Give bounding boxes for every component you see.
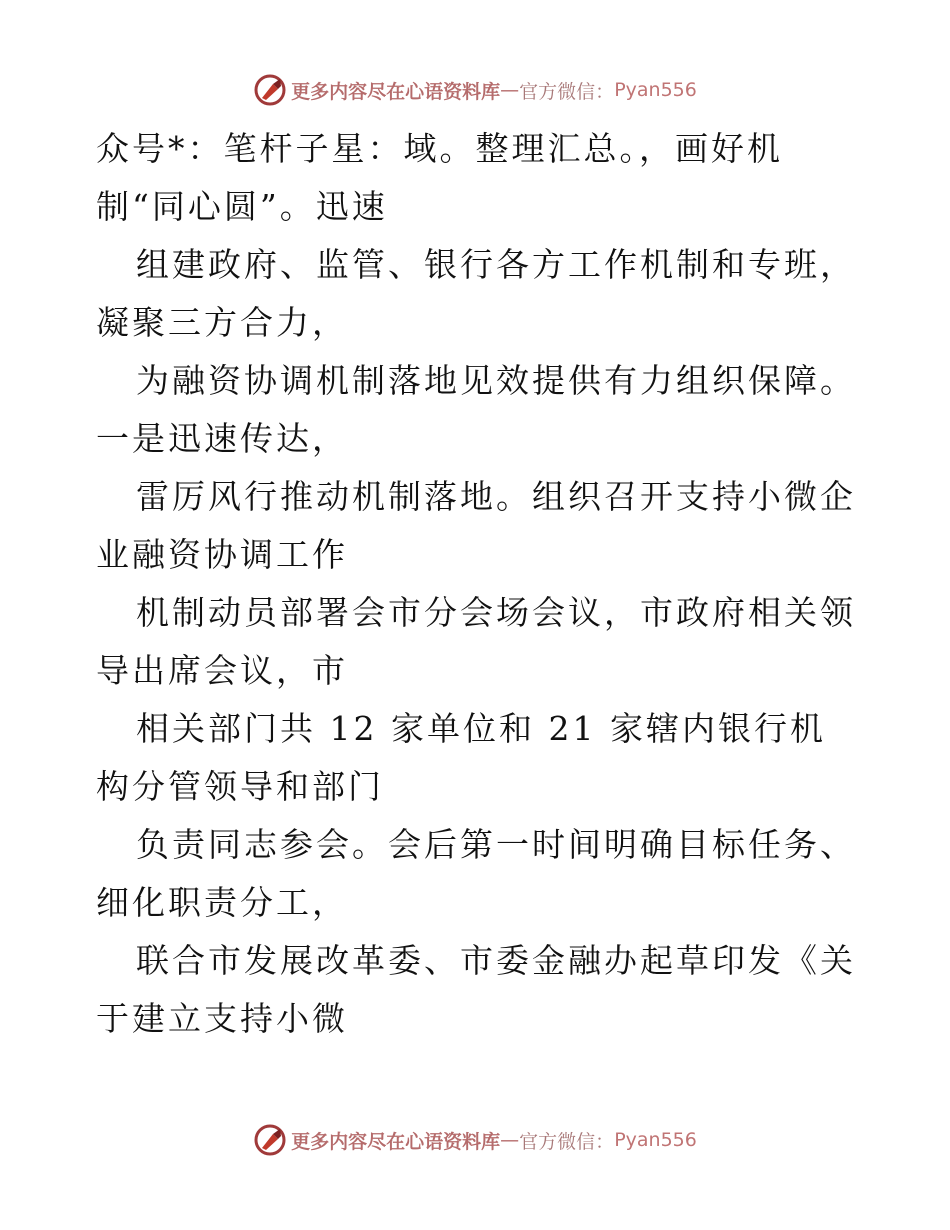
pen-nib-logo-icon bbox=[253, 1123, 287, 1157]
watermark-sub-text: 官方微信： bbox=[519, 1130, 615, 1153]
paragraph-5: 机制动员部署会市分会场会议，市政府相关领导出席会议，市 bbox=[96, 593, 856, 690]
watermark-dash: — bbox=[500, 79, 520, 101]
paragraph-7: 负责同志参会。会后第一时间明确目标任务、细化职责分工， bbox=[96, 825, 856, 922]
pen-nib-logo-icon bbox=[253, 73, 287, 107]
paragraph-1: 众号*：笔杆子星：域。整理汇总。，画好机制“同心圆”。迅速 bbox=[96, 129, 783, 226]
paragraph-3: 为融资协调机制落地见效提供有力组织保障。一是迅速传达， bbox=[96, 361, 856, 458]
watermark-id: Pyan556 bbox=[614, 79, 697, 101]
watermark-dash: — bbox=[500, 1129, 520, 1151]
watermark-main-text: 更多内容尽在心语资料库 bbox=[291, 80, 501, 103]
document-body bbox=[96, 120, 856, 1048]
header-watermark bbox=[0, 70, 950, 110]
paragraph-2: 组建政府、监管、银行各方工作机制和专班，凝聚三方合力， bbox=[96, 245, 856, 342]
paragraph-8: 联合市发展改革委、市委金融办起草印发《关于建立支持小微 bbox=[96, 941, 856, 1038]
paragraph-4: 雷厉风行推动机制落地。组织召开支持小微企业融资协调工作 bbox=[96, 477, 856, 574]
watermark-main-text: 更多内容尽在心语资料库 bbox=[291, 1130, 501, 1153]
watermark-sub-text: 官方微信： bbox=[519, 80, 615, 103]
footer-watermark bbox=[0, 1120, 950, 1160]
watermark-id: Pyan556 bbox=[614, 1129, 697, 1151]
paragraph-6: 相关部门共 12 家单位和 21 家辖内银行机构分管领导和部门 bbox=[96, 709, 826, 806]
